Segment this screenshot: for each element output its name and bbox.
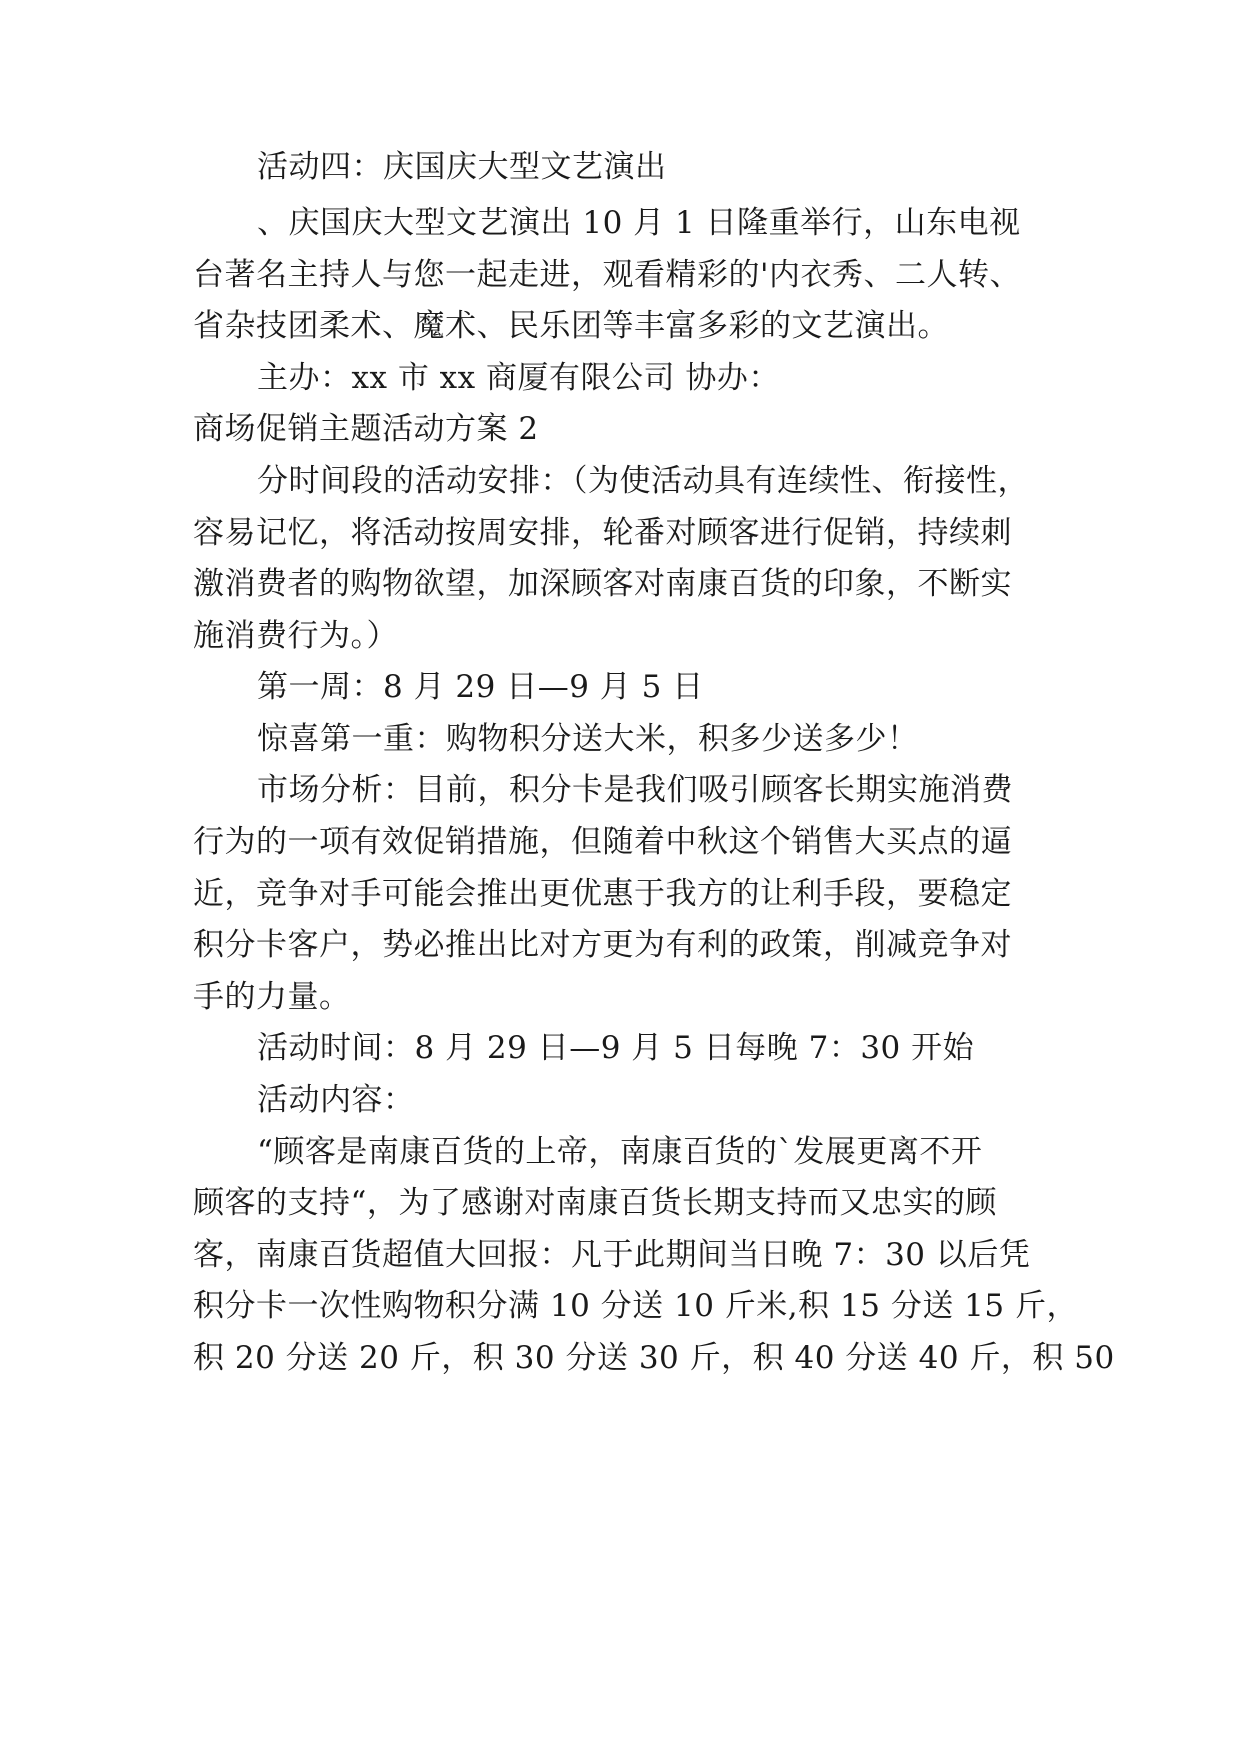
paragraph-line: 积 20 分送 20 斤，积 30 分送 30 斤，积 40 分送 40 斤，积 50 [193,1340,1115,1376]
heading-activity-four: 活动四：庆国庆大型文艺演出 [257,149,667,185]
paragraph-line: 积分卡一次性购物积分满 10 分送 10 斤米,积 15 分送 15 斤， [193,1288,1078,1324]
section-title: 商场促销主题活动方案 2 [193,411,539,447]
paragraph-line: 手的力量。 [193,979,351,1015]
paragraph-line: 容易记忆，将活动按周安排，轮番对顾客进行促销，持续刺 [193,515,1012,551]
paragraph-line: 、庆国庆大型文艺演出 10 月 1 日隆重举行，山东电视 [257,205,1021,241]
paragraph-line: 省杂技团柔术、魔术、民乐团等丰富多彩的文艺演出。 [193,308,949,344]
paragraph-line: 积分卡客户，势必推出比对方更为有利的政策，削减竞争对 [193,927,1012,963]
activity-time-line: 活动时间：8 月 29 日—9 月 5 日每晚 7：30 开始 [257,1030,975,1066]
paragraph-line: 施消费行为。） [193,618,398,654]
paragraph-line: 顾客的支持“，为了感谢对南康百货长期支持而又忠实的顾 [193,1185,997,1221]
organizer-line: 主办：xx 市 xx 商厦有限公司 协办： [257,360,780,396]
week-one-heading: 第一周：8 月 29 日—9 月 5 日 [257,669,704,705]
paragraph-line: 分时间段的活动安排：（为使活动具有连续性、衔接性， [257,463,1029,499]
paragraph-line: 市场分析：目前，积分卡是我们吸引顾客长期实施消费 [257,772,1013,808]
paragraph-line: 行为的一项有效促销措施，但随着中秋这个销售大买点的逼 [193,824,1012,860]
paragraph-line: “顾客是南康百货的上帝，南康百货的`发展更离不开 [257,1134,983,1170]
paragraph-line: 激消费者的购物欲望，加深顾客对南康百货的印象，不断实 [193,566,1012,602]
surprise-heading: 惊喜第一重：购物积分送大米，积多少送多少！ [257,721,919,757]
paragraph-line: 客，南康百货超值大回报：凡于此期间当日晚 7：30 以后凭 [193,1237,1031,1273]
activity-content-heading: 活动内容： [257,1082,415,1118]
paragraph-line: 近，竞争对手可能会推出更优惠于我方的让利手段，要稳定 [193,876,1012,912]
paragraph-line: 台著名主持人与您一起走进，观看精彩的'内衣秀、二人转、 [193,257,1022,293]
